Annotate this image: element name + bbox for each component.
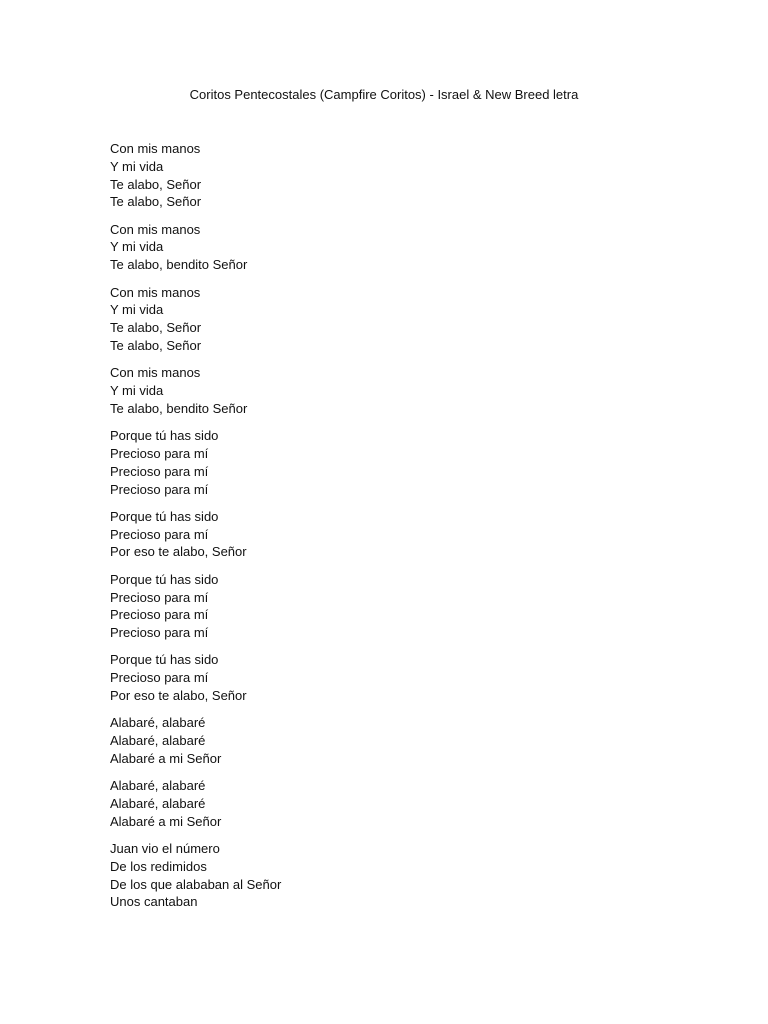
lyrics-line: Y mi vida [110,302,164,318]
document-title: Coritos Pentecostales (Campfire Coritos) - Israel & New Breed letra [189,87,579,102]
lyrics-line: Porque tú has sido [110,571,219,587]
lyrics-line: Precioso para mí [110,607,209,623]
lyrics-line: Juan vio el número [110,841,220,857]
lyrics-line: Precioso para mí [110,589,209,605]
lyrics-line: Con mis manos [110,284,201,300]
lyrics-line: Te alabo, Señor [110,337,202,353]
lyrics-line: De los que alababan al Señor [110,876,282,892]
lyrics-line: Porque tú has sido [110,652,219,668]
lyrics-stanza [110,651,670,704]
lyrics-line: Precioso para mí [110,445,209,461]
lyrics-body [110,140,670,921]
lyrics-stanza [110,284,670,355]
lyrics-line: Con mis manos [110,141,201,156]
lyrics-stanza [110,364,670,417]
lyrics-line: Con mis manos [110,365,201,381]
lyrics-line: Alabaré a mi Señor [110,750,222,766]
lyrics-line: Porque tú has sido [110,428,219,444]
lyrics-line: Por eso te alabo, Señor [110,544,247,560]
lyrics-line: Precioso para mí [110,625,209,641]
lyrics-stanza [110,140,670,211]
lyrics-line: Te alabo, Señor [110,194,202,210]
lyrics-line: Te alabo, Señor [110,176,202,192]
lyrics-line: Y mi vida [110,158,164,174]
lyrics-line: Alabaré, alabaré [110,778,206,794]
lyrics-line: Y mi vida [110,239,164,255]
lyrics-stanza [110,221,670,274]
lyrics-line: Precioso para mí [110,526,209,542]
lyrics-line: Te alabo, bendito Señor [110,400,248,416]
lyrics-stanza [110,508,670,561]
lyrics-stanza [110,840,670,911]
lyrics-line: Por eso te alabo, Señor [110,688,247,704]
lyrics-line: Precioso para mí [110,463,209,479]
lyrics-line: Precioso para mí [110,481,209,497]
lyrics-line: Te alabo, Señor [110,320,202,336]
lyrics-stanza [110,427,670,498]
lyrics-line: Alabaré, alabaré [110,796,206,811]
lyrics-line: Precioso para mí [110,670,209,686]
lyrics-line: Alabaré, alabaré [110,733,206,749]
lyrics-stanza [110,571,670,642]
lyrics-line: Alabaré a mi Señor [110,813,222,829]
lyrics-line: De los redimidos [110,858,207,874]
lyrics-line: Y mi vida [110,383,164,399]
lyrics-line: Con mis manos [110,221,201,237]
lyrics-line: Unos cantaban [110,894,198,910]
lyrics-line: Porque tú has sido [110,508,219,524]
lyrics-stanza [110,714,670,767]
lyrics-line: Te alabo, bendito Señor [110,257,248,273]
lyrics-line: Alabaré, alabaré [110,715,206,731]
lyrics-stanza [110,777,670,830]
